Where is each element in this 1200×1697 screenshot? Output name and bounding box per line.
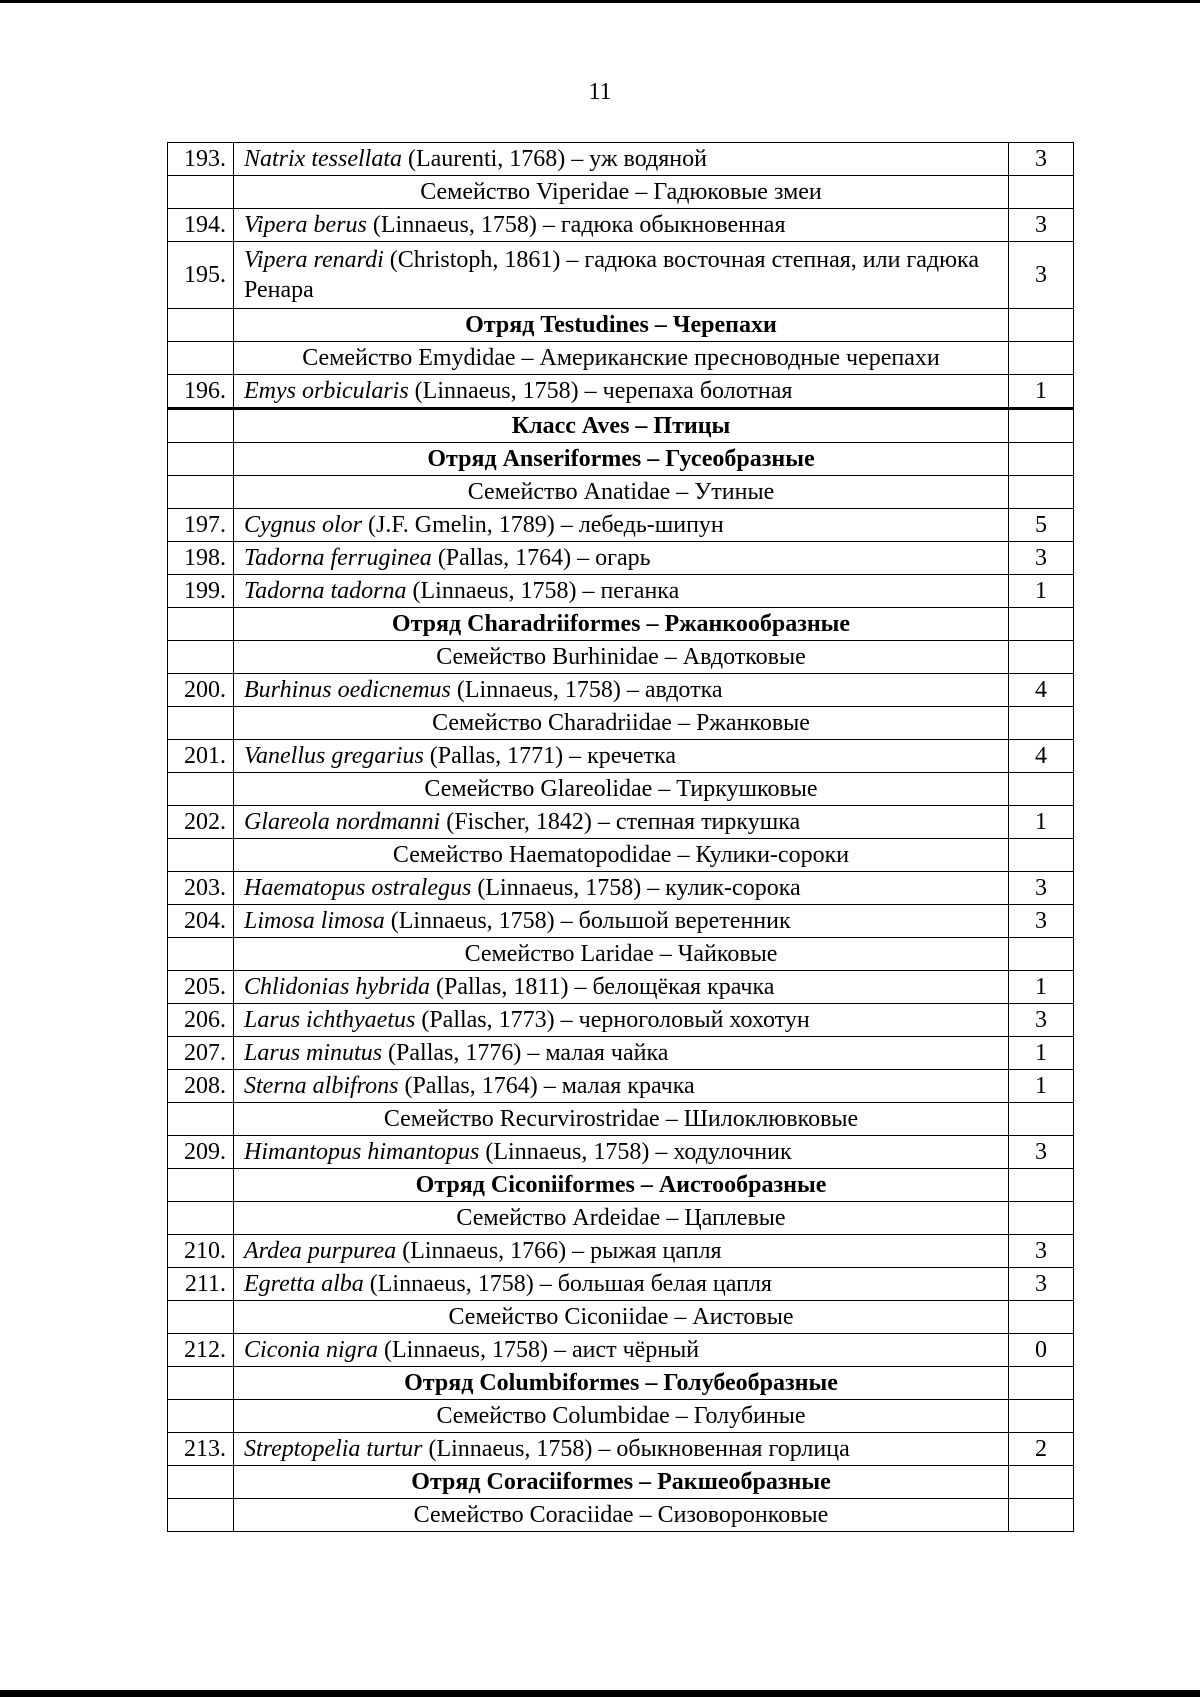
page-number: 11: [588, 79, 612, 105]
status-category: 3: [1009, 1136, 1074, 1169]
status-category: [1009, 773, 1074, 806]
row-number: [168, 1301, 234, 1334]
latin-name: Vanellus gregarius: [244, 743, 424, 769]
status-category: [1009, 839, 1074, 872]
status-category: 3: [1009, 242, 1074, 309]
species-row: [168, 1004, 1074, 1037]
bottom-rule: [0, 1690, 1200, 1697]
author-and-common-name: (Pallas, 1764) – огарь: [431, 545, 651, 571]
order-heading: Отряд Charadriiformes – Ржанкообразные: [234, 608, 1009, 641]
row-number: [168, 773, 234, 806]
species-name-cell: [234, 971, 1009, 1004]
latin-name: Ardea purpurea: [244, 1238, 397, 1264]
family-row: [168, 1400, 1074, 1433]
family-heading: Семейство Ardeidae – Цаплевые: [234, 1202, 1009, 1235]
status-category: 3: [1009, 209, 1074, 242]
species-name-cell: [234, 1334, 1009, 1367]
family-row: [168, 342, 1074, 375]
status-category: 3: [1009, 1268, 1074, 1301]
row-number: 193.: [168, 143, 234, 176]
species-row: [168, 1334, 1074, 1367]
author-and-common-name: (Pallas, 1764) – малая крачка: [398, 1073, 695, 1099]
species-name-cell: [234, 1004, 1009, 1037]
order-heading: Отряд Ciconiiformes – Аистообразные: [234, 1169, 1009, 1202]
species-table: [167, 142, 1074, 1532]
row-number: 206.: [168, 1004, 234, 1037]
species-name-cell: [234, 1268, 1009, 1301]
author-and-common-name: (Pallas, 1776) – малая чайка: [382, 1040, 669, 1066]
row-number: 210.: [168, 1235, 234, 1268]
author-and-common-name: (Linnaeus, 1758) – обыкновенная горлица: [422, 1436, 850, 1462]
row-number: [168, 938, 234, 971]
status-category: [1009, 1301, 1074, 1334]
row-number: [168, 1367, 234, 1400]
species-row: [168, 1037, 1074, 1070]
latin-name: Haematopus ostralegus: [244, 875, 472, 901]
author-and-common-name: (Linnaeus, 1766) – рыжая цапля: [396, 1238, 722, 1264]
species-row: [168, 905, 1074, 938]
row-number: 201.: [168, 740, 234, 773]
family-heading: Семейство Burhinidae – Авдотковые: [234, 641, 1009, 674]
row-number: [168, 309, 234, 342]
author-and-common-name: (Linnaeus, 1758) – кулик-сорока: [471, 875, 801, 901]
author-and-common-name: (Linnaeus, 1758) – черепаха болотная: [408, 378, 793, 404]
author-and-common-name: (Linnaeus, 1758) – пеганка: [406, 578, 680, 604]
species-row: [168, 872, 1074, 905]
species-name-cell: [234, 575, 1009, 608]
family-row: [168, 707, 1074, 740]
latin-name: Egretta alba: [244, 1271, 364, 1297]
status-category: [1009, 1169, 1074, 1202]
row-number: [168, 443, 234, 476]
author-and-common-name: (Christoph, 1861) – гадюка восточная степная, или гадюка Ренара: [244, 247, 980, 303]
status-category: 3: [1009, 905, 1074, 938]
author-and-common-name: (J.F. Gmelin, 1789) – лебедь-шипун: [362, 512, 724, 538]
row-number: 196.: [168, 375, 234, 409]
species-row: [168, 674, 1074, 707]
status-category: [1009, 1400, 1074, 1433]
latin-name: Tadorna ferruginea: [244, 545, 432, 571]
row-number: [168, 839, 234, 872]
row-number: [168, 707, 234, 740]
row-number: 195.: [168, 242, 234, 309]
order-heading: Отряд Anseriformes – Гусеобразные: [234, 443, 1009, 476]
family-row: [168, 476, 1074, 509]
latin-name: Ciconia nigra: [244, 1337, 379, 1363]
row-number: 208.: [168, 1070, 234, 1103]
status-category: 1: [1009, 1070, 1074, 1103]
status-category: [1009, 1103, 1074, 1136]
order-row: [168, 409, 1074, 443]
latin-name: Streptopelia turtur: [244, 1436, 423, 1462]
family-heading: Семейство Laridae – Чайковые: [234, 938, 1009, 971]
table-body: [168, 143, 1074, 1532]
author-and-common-name: (Linnaeus, 1758) – гадюка обыкновенная: [366, 212, 786, 238]
status-category: 3: [1009, 143, 1074, 176]
species-name-cell: [234, 1235, 1009, 1268]
row-number: [168, 608, 234, 641]
row-number: [168, 476, 234, 509]
status-category: [1009, 707, 1074, 740]
status-category: 4: [1009, 740, 1074, 773]
species-name-cell: [234, 872, 1009, 905]
family-heading: Семейство Anatidae – Утиные: [234, 476, 1009, 509]
species-name-cell: [234, 143, 1009, 176]
status-category: 3: [1009, 1004, 1074, 1037]
latin-name: Cygnus olor: [244, 512, 363, 538]
status-category: [1009, 641, 1074, 674]
species-name-cell: [234, 242, 1009, 309]
latin-name: Sterna albifrons: [244, 1073, 399, 1099]
species-name-cell: [234, 542, 1009, 575]
family-heading: Семейство Coraciidae – Сизоворонковые: [234, 1499, 1009, 1532]
row-number: [168, 1202, 234, 1235]
row-number: 197.: [168, 509, 234, 542]
latin-name: Vipera renardi: [244, 247, 384, 273]
order-heading: Отряд Coraciiformes – Ракшеобразные: [234, 1466, 1009, 1499]
status-category: [1009, 443, 1074, 476]
author-and-common-name: (Linnaeus, 1758) – большая белая цапля: [363, 1271, 772, 1297]
status-category: [1009, 1466, 1074, 1499]
order-heading: Отряд Columbiformes – Голубеобразные: [234, 1367, 1009, 1400]
status-category: [1009, 342, 1074, 375]
order-heading: Класс Aves – Птицы: [234, 409, 1009, 443]
order-heading: Отряд Testudines – Черепахи: [234, 309, 1009, 342]
row-number: [168, 176, 234, 209]
species-name-cell: [234, 209, 1009, 242]
species-row: [168, 542, 1074, 575]
species-row: [168, 1433, 1074, 1466]
family-heading: Семейство Glareolidae – Тиркушковые: [234, 773, 1009, 806]
species-row: [168, 1136, 1074, 1169]
row-number: 209.: [168, 1136, 234, 1169]
author-and-common-name: (Fischer, 1842) – степная тиркушка: [440, 809, 801, 835]
family-row: [168, 1499, 1074, 1532]
status-category: 5: [1009, 509, 1074, 542]
row-number: [168, 641, 234, 674]
family-row: [168, 773, 1074, 806]
status-category: 3: [1009, 1235, 1074, 1268]
latin-name: Emys orbicularis: [244, 378, 409, 404]
status-category: 1: [1009, 375, 1074, 409]
family-heading: Семейство Emydidae – Американские пресноводные черепахи: [234, 342, 1009, 375]
status-category: [1009, 409, 1074, 443]
latin-name: Chlidonias hybrida: [244, 974, 431, 1000]
row-number: 200.: [168, 674, 234, 707]
status-category: 3: [1009, 872, 1074, 905]
order-row: [168, 443, 1074, 476]
row-number: [168, 1466, 234, 1499]
latin-name: Limosa limosa: [244, 908, 385, 934]
status-category: [1009, 1202, 1074, 1235]
row-number: 198.: [168, 542, 234, 575]
latin-name: Natrix tessellata: [244, 146, 402, 172]
author-and-common-name: (Linnaeus, 1758) – авдотка: [450, 677, 723, 703]
row-number: 205.: [168, 971, 234, 1004]
family-heading: Семейство Haematopodidae – Кулики-сороки: [234, 839, 1009, 872]
row-number: 207.: [168, 1037, 234, 1070]
latin-name: Vipera berus: [244, 212, 367, 238]
species-row: [168, 209, 1074, 242]
author-and-common-name: (Linnaeus, 1758) – аист чёрный: [378, 1337, 700, 1363]
status-category: 4: [1009, 674, 1074, 707]
latin-name: Burhinus oedicnemus: [244, 677, 451, 703]
species-name-cell: [234, 905, 1009, 938]
family-heading: Семейство Viperidae – Гадюковые змеи: [234, 176, 1009, 209]
author-and-common-name: (Pallas, 1811) – белощёкая крачка: [430, 974, 775, 1000]
family-row: [168, 839, 1074, 872]
status-category: [1009, 309, 1074, 342]
status-category: 3: [1009, 542, 1074, 575]
species-row: [168, 971, 1074, 1004]
status-category: 0: [1009, 1334, 1074, 1367]
family-row: [168, 938, 1074, 971]
species-name-cell: [234, 674, 1009, 707]
species-row: [168, 509, 1074, 542]
order-row: [168, 309, 1074, 342]
status-category: [1009, 476, 1074, 509]
species-name-cell: [234, 375, 1009, 409]
latin-name: Himantopus himantopus: [244, 1139, 480, 1165]
latin-name: Larus ichthyaetus: [244, 1007, 416, 1033]
author-and-common-name: (Linnaeus, 1758) – большой веретенник: [384, 908, 791, 934]
order-row: [168, 1169, 1074, 1202]
latin-name: Glareola nordmanni: [244, 809, 441, 835]
family-row: [168, 176, 1074, 209]
family-heading: Семейство Columbidae – Голубиные: [234, 1400, 1009, 1433]
row-number: [168, 409, 234, 443]
row-number: 212.: [168, 1334, 234, 1367]
latin-name: Tadorna tadorna: [244, 578, 407, 604]
row-number: [168, 1169, 234, 1202]
order-row: [168, 608, 1074, 641]
status-category: [1009, 1367, 1074, 1400]
row-number: [168, 1499, 234, 1532]
family-row: [168, 1202, 1074, 1235]
status-category: [1009, 1499, 1074, 1532]
family-heading: Семейство Charadriidae – Ржанковые: [234, 707, 1009, 740]
row-number: 203.: [168, 872, 234, 905]
row-number: 204.: [168, 905, 234, 938]
author-and-common-name: (Pallas, 1773) – черноголовый хохотун: [415, 1007, 810, 1033]
status-category: [1009, 176, 1074, 209]
species-row: [168, 575, 1074, 608]
row-number: 199.: [168, 575, 234, 608]
row-number: 202.: [168, 806, 234, 839]
top-rule: [0, 0, 1200, 3]
species-row: [168, 143, 1074, 176]
family-heading: Семейство Recurvirostridae – Шилоклювковые: [234, 1103, 1009, 1136]
row-number: [168, 1103, 234, 1136]
row-number: 194.: [168, 209, 234, 242]
status-category: 2: [1009, 1433, 1074, 1466]
species-name-cell: [234, 806, 1009, 839]
order-row: [168, 1367, 1074, 1400]
species-row: [168, 1235, 1074, 1268]
status-category: 1: [1009, 575, 1074, 608]
species-row: [168, 740, 1074, 773]
species-row: [168, 375, 1074, 409]
row-number: [168, 342, 234, 375]
family-row: [168, 641, 1074, 674]
species-row: [168, 1070, 1074, 1103]
family-heading: Семейство Ciconiidae – Аистовые: [234, 1301, 1009, 1334]
status-category: [1009, 938, 1074, 971]
status-category: 1: [1009, 1037, 1074, 1070]
author-and-common-name: (Laurenti, 1768) – уж водяной: [402, 146, 707, 172]
author-and-common-name: (Linnaeus, 1758) – ходулочник: [479, 1139, 792, 1165]
status-category: 1: [1009, 971, 1074, 1004]
status-category: 1: [1009, 806, 1074, 839]
species-row: [168, 806, 1074, 839]
species-name-cell: [234, 1136, 1009, 1169]
species-row: [168, 242, 1074, 309]
row-number: 213.: [168, 1433, 234, 1466]
family-row: [168, 1301, 1074, 1334]
row-number: 211.: [168, 1268, 234, 1301]
row-number: [168, 1400, 234, 1433]
family-row: [168, 1103, 1074, 1136]
order-row: [168, 1466, 1074, 1499]
species-row: [168, 1268, 1074, 1301]
species-name-cell: [234, 1037, 1009, 1070]
species-name-cell: [234, 1433, 1009, 1466]
species-name-cell: [234, 1070, 1009, 1103]
species-name-cell: [234, 509, 1009, 542]
author-and-common-name: (Pallas, 1771) – кречетка: [423, 743, 676, 769]
species-name-cell: [234, 740, 1009, 773]
status-category: [1009, 608, 1074, 641]
latin-name: Larus minutus: [244, 1040, 383, 1066]
